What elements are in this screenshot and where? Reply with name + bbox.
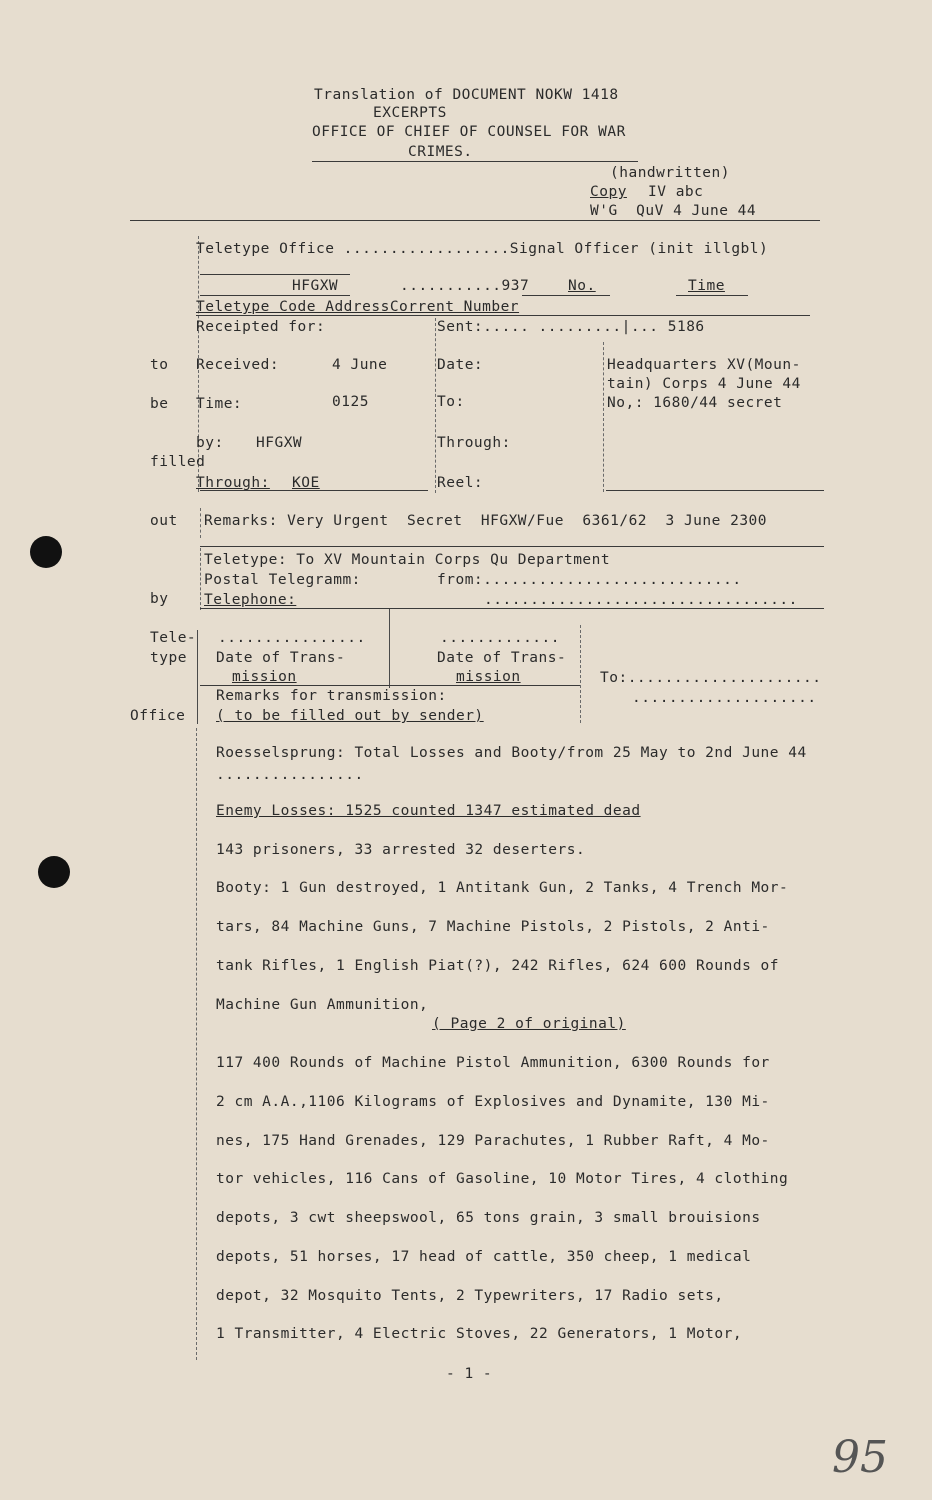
handwritten-page-number: 95 [832,1432,888,1483]
body-line: 143 prisoners, 33 arrested 32 deserters. [216,842,586,858]
code-address-caption: Teletype Code AddressCorrent Number [196,299,520,315]
margin-word: out [150,513,178,529]
time-field: Time: [196,396,243,412]
reel-field: Reel: [437,475,484,491]
date-trans-b1: Date of Trans- [437,650,567,666]
punch-hole [30,536,62,568]
body-line: nes, 175 Hand Grenades, 129 Parachutes, 1 Rubber Raft, 4 Mo- [216,1133,770,1149]
margin-word: filled [150,454,206,470]
from-dots: from:............................ [437,572,742,588]
body-line: ................ [216,767,364,783]
page-number: - 1 - [446,1366,493,1382]
date-field: Date: [437,357,484,373]
remarks-transmission: Remarks for transmission: [216,688,447,704]
body-line: Machine Gun Ammunition, [216,997,429,1013]
current-number-value: ...........937 [400,278,530,294]
punch-hole [38,856,70,888]
page-2-note: ( Page 2 of original) [432,1016,626,1032]
header-office: OFFICE OF CHIEF OF COUNSEL FOR WAR [312,124,626,140]
telephone: Telephone: [204,592,297,608]
time-value: 0125 [332,394,369,410]
body-line: 1 Transmitter, 4 Electric Stoves, 22 Generators, 1 Motor, [216,1326,743,1342]
sent-line: Sent:..... .........|... 5186 [437,319,705,335]
date-trans-b2: mission [456,669,521,685]
header-title: Translation of DOCUMENT NOKW 1418 [314,87,619,103]
through-field: Through: [196,475,270,491]
copy-value: IV abc [648,184,704,200]
by-value: HFGXW [256,435,303,451]
margin-word: Tele- [150,630,197,646]
receipted-for: Receipted for: [196,319,326,335]
header-crimes: CRIMES. [408,144,473,160]
to-field: To: [437,394,465,410]
body-line: depots, 3 cwt sheepswool, 65 tons grain, 3 small brouisions [216,1210,761,1226]
remarks-transmission-note: ( to be filled out by sender) [216,708,484,724]
margin-word: Office [130,708,186,724]
hq-line-3: No,: 1680/44 secret [607,395,783,411]
hq-line-2: tain) Corps 4 June 44 [607,376,801,392]
body-line: depots, 51 horses, 17 head of cattle, 350 cheep, 1 medical [216,1249,752,1265]
body-line: Booty: 1 Gun destroyed, 1 Antitank Gun, 2 Tanks, 4 Trench Mor- [216,880,789,896]
no-label: No. [568,278,596,294]
teletype-to: Teletype: To XV Mountain Corps Qu Department [204,552,611,568]
by-field: by: [196,435,224,451]
received-label: Received: [196,357,280,373]
code-address-value: HFGXW [292,278,339,294]
received-value: 4 June [332,357,388,373]
body-line: 2 cm A.A.,1106 Kilograms of Explosives and Dynamite, 130 Mi- [216,1094,770,1110]
wg-line: W'G QuV 4 June 44 [590,203,757,219]
margin-word: be [150,396,169,412]
telephone-dots: .................................. [484,592,798,608]
copy-label: Copy [590,184,627,200]
hq-line-1: Headquarters XV(Moun- [607,357,801,373]
body-line: 117 400 Rounds of Machine Pistol Ammunition, 6300 Rounds for [216,1055,770,1071]
time-label: Time [688,278,725,294]
header-excerpts: EXCERPTS [373,105,447,121]
handwritten-note: (handwritten) [610,165,730,181]
through2-field: Through: [437,435,511,451]
remarks-line: Remarks: Very Urgent Secret HFGXW/Fue 6361/62 3 June 2300 [204,513,768,529]
dots-a: ................ [218,630,366,646]
body-line: tank Rifles, 1 English Piat(?), 242 Rifles, 624 600 Rounds of [216,958,780,974]
body-line: Roesselsprung: Total Losses and Booty/from 25 May to 2nd June 44 [216,745,807,761]
body-line: tor vehicles, 116 Cans of Gasoline, 10 Motor Tires, 4 clothing [216,1171,789,1187]
teletype-office-line: Teletype Office ..................Signal Officer (init illgbl) [196,241,769,257]
through-value: KOE [292,475,320,491]
margin-word: by [150,591,169,607]
margin-word: to [150,357,169,373]
date-trans-a2: mission [232,669,297,685]
margin-word: type [150,650,187,666]
dots-b: ............. [440,630,560,646]
postal-telegramm: Postal Telegramm: [204,572,361,588]
enemy-losses: Enemy Losses: 1525 counted 1347 estimated dead [216,803,641,819]
to-dots-2: .................... [632,690,817,706]
body-line: tars, 84 Machine Guns, 7 Machine Pistols, 2 Pistols, 2 Anti- [216,919,770,935]
to-dots: To:..................... [600,670,822,686]
date-trans-a1: Date of Trans- [216,650,346,666]
body-line: depot, 32 Mosquito Tents, 2 Typewriters, 17 Radio sets, [216,1288,724,1304]
